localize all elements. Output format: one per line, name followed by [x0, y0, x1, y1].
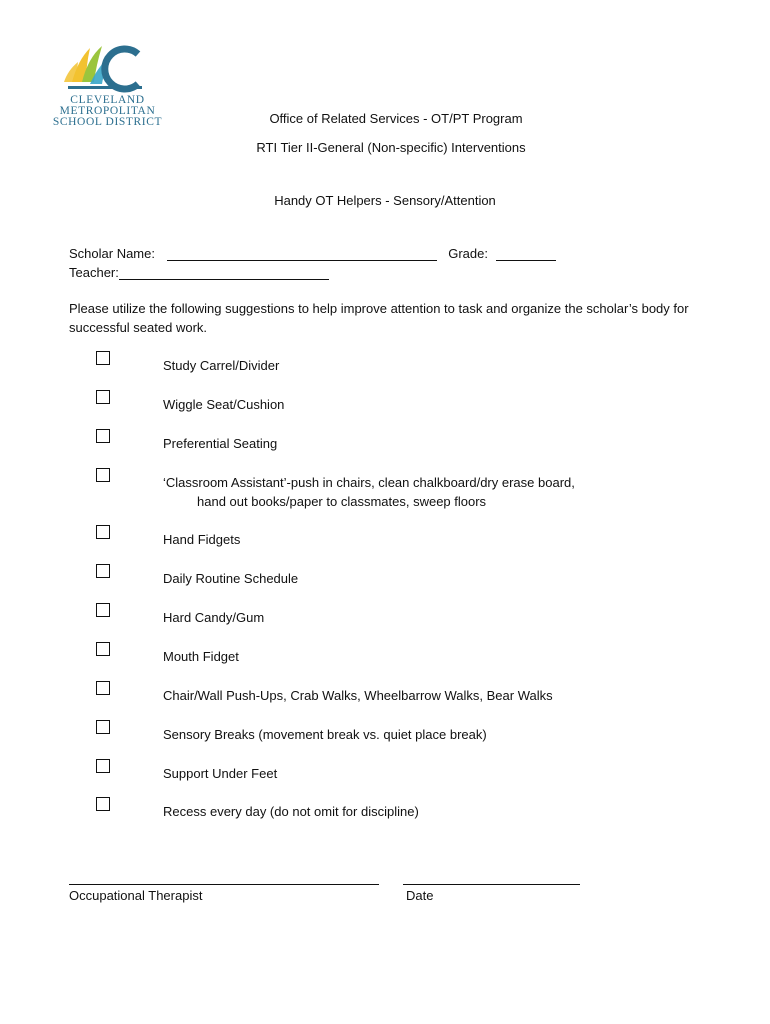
checklist-item-label: Mouth Fidget: [163, 649, 239, 664]
form-title: Handy OT Helpers - Sensory/Attention: [274, 193, 496, 208]
checklist-item-label: Recess every day (do not omit for discipline): [163, 804, 419, 819]
scholar-grade-row: [69, 246, 556, 261]
scholar-name-field[interactable]: [167, 248, 437, 261]
therapist-signature-field[interactable]: [69, 883, 379, 885]
checkbox[interactable]: [96, 525, 110, 539]
grade-label: Grade:: [448, 246, 488, 261]
checkbox[interactable]: [96, 642, 110, 656]
checklist-item-label: Hand Fidgets: [163, 532, 241, 547]
checkbox[interactable]: [96, 603, 110, 617]
logo-text-line1: CLEVELAND: [70, 94, 145, 106]
checklist-item-label: Sensory Breaks (movement break vs. quiet place break): [163, 727, 487, 742]
teacher-label: Teacher:: [69, 265, 119, 280]
scholar-name-label: Scholar Name:: [69, 246, 155, 261]
checkbox[interactable]: [96, 797, 110, 811]
checklist-item-label: Preferential Seating: [163, 436, 278, 451]
checklist-item-line2: hand out books/paper to classmates, sweep floors: [197, 494, 487, 509]
checklist-item-label: Chair/Wall Push-Ups, Crab Walks, Wheelbarrow Walks, Bear Walks: [163, 688, 553, 703]
checklist-item-line1: ‘Classroom Assistant’-push in chairs, clean chalkboard/dry erase board,: [163, 475, 575, 490]
checkbox[interactable]: [96, 468, 110, 482]
checkbox[interactable]: [96, 351, 110, 365]
checklist-item-label: Wiggle Seat/Cushion: [163, 397, 285, 412]
checkbox[interactable]: [96, 720, 110, 734]
intro-paragraph: Please utilize the following suggestions to help improve attention to task and organize the scholar’s body for successful seated work.: [69, 301, 689, 335]
teacher-field[interactable]: [119, 267, 329, 280]
checklist-item-label: Daily Routine Schedule: [163, 571, 299, 586]
checkbox[interactable]: [96, 390, 110, 404]
date-label: Date: [406, 888, 434, 903]
date-signature-field[interactable]: [403, 883, 580, 885]
checkbox[interactable]: [96, 429, 110, 443]
checklist-item-label: [163, 473, 575, 511]
checkbox[interactable]: [96, 681, 110, 695]
therapist-label: Occupational Therapist: [69, 888, 203, 903]
office-heading: Office of Related Services - OT/PT Program: [269, 111, 523, 126]
checkbox[interactable]: [96, 759, 110, 773]
tier-heading: RTI Tier II-General (Non-specific) Interventions: [256, 140, 526, 155]
checklist-item-label: Hard Candy/Gum: [163, 610, 265, 625]
checkbox[interactable]: [96, 564, 110, 578]
checklist-item-label: Study Carrel/Divider: [163, 358, 280, 373]
district-logo-icon: [60, 40, 155, 96]
logo-text-line3: SCHOOL DISTRICT: [52, 116, 163, 128]
teacher-row: [69, 265, 329, 280]
logo-text-line2: METROPOLITAN: [59, 105, 156, 117]
checklist-item-label: Support Under Feet: [163, 766, 278, 781]
grade-field[interactable]: [496, 248, 556, 261]
